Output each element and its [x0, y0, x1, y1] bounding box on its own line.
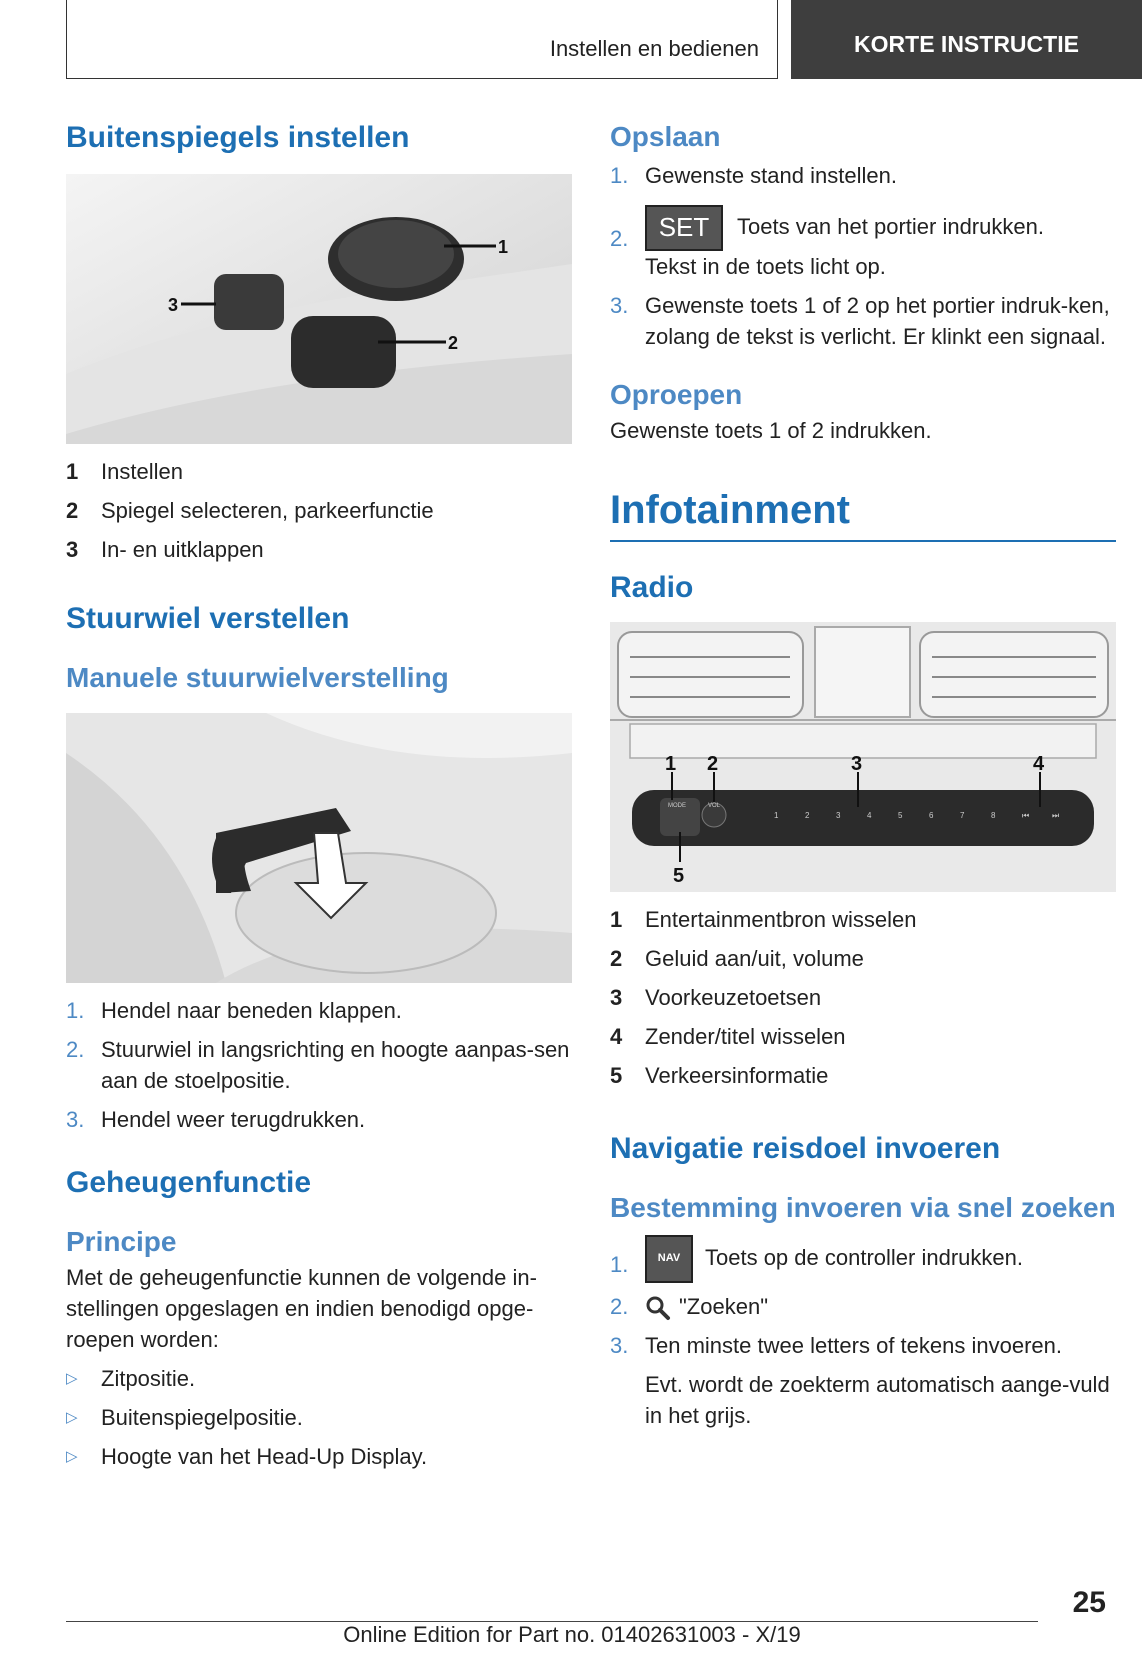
list-item: 1 Entertainmentbron wisselen	[610, 907, 917, 933]
steering-subtitle: Manuele stuurwielverstelling	[66, 662, 449, 693]
list-item: 2. Stuurwiel in langsrichting en hoogte aanpas-sen aan de stoelpositie.	[66, 1036, 570, 1093]
list-item: 4 Zender/titel wisselen	[610, 1024, 846, 1050]
preset-key-7: 7	[960, 811, 965, 821]
radio-callout-3: 3	[851, 753, 863, 776]
set-key-icon: SET	[645, 205, 723, 251]
memory-title: Geheugenfunctie	[66, 1165, 312, 1199]
search-icon	[645, 1295, 671, 1321]
preset-key-2: 2	[805, 811, 810, 821]
preset-key-5: 5	[898, 811, 903, 821]
preset-key-3: 3	[836, 811, 841, 821]
list-item: ▷ Buitenspiegelpositie.	[66, 1402, 572, 1433]
skip-back-icon: ⏮	[1022, 811, 1030, 821]
list-item: 3 Voorkeuzetoetsen	[610, 985, 822, 1011]
infotainment-title: Infotainment	[610, 488, 850, 533]
mirror-callout-3: 3	[168, 295, 179, 315]
preset-key-4: 4	[867, 811, 872, 821]
list-item: 3. Gewenste toets 1 of 2 op het portier indruk-ken, zolang de tekst is verlicht. Er klinkt een signaal.	[610, 292, 1110, 349]
mirror-controls-figure	[66, 174, 572, 444]
list-item: 2. SET Toets van het portier indrukken. Tekst in de toets licht op.	[610, 205, 1116, 282]
list-item: ▷ Hoogte van het Head-Up Display.	[66, 1441, 572, 1472]
steering-lever-figure	[66, 713, 572, 983]
triangle-bullet-icon: ▷	[66, 1409, 78, 1427]
memory-subtitle: Principe	[66, 1225, 177, 1257]
triangle-bullet-icon: ▷	[66, 1448, 78, 1466]
triangle-bullet-icon: ▷	[66, 1370, 78, 1388]
radio-mode-label: MODE	[668, 803, 686, 810]
radio-callout-2: 2	[707, 753, 719, 776]
list-item: 2 Geluid aan/uit, volume	[610, 946, 864, 972]
recall-title: Oproepen	[610, 378, 743, 410]
navigation-subtitle: Bestemming invoeren via snel zoeken	[610, 1192, 1116, 1224]
list-item: 1. Hendel naar beneden klappen.	[66, 997, 402, 1023]
list-item: 3. Hendel weer terugdrukken.	[66, 1106, 366, 1132]
left-column	[66, 120, 572, 1472]
steering-steps	[66, 995, 572, 1135]
recall-text: Gewenste toets 1 of 2 indrukken.	[610, 418, 932, 444]
preset-key-1: 1	[774, 811, 779, 821]
footer-edition: Online Edition for Part no. 01402631003 - X/19	[343, 1622, 801, 1647]
navigation-note: Evt. wordt de zoekterm automatisch aange-vuld in het grijs.	[645, 1371, 1110, 1428]
list-item: 3. Ten minste twee letters of tekens invoeren.	[610, 1332, 1062, 1358]
skip-forward-icon: ⏭	[1052, 811, 1060, 821]
radio-legend	[610, 904, 1116, 1091]
infotainment-rule	[610, 540, 1116, 542]
radio-vol-label: VOL	[708, 803, 721, 810]
list-item: ▷ Zitpositie.	[66, 1363, 572, 1394]
radio-title: Radio	[610, 571, 694, 605]
list-item	[610, 1369, 1116, 1431]
save-title: Opslaan	[610, 121, 721, 152]
radio-panel-figure	[610, 622, 1116, 892]
preset-key-6: 6	[929, 811, 934, 821]
header-section-title: Instellen en bedienen	[549, 36, 759, 61]
radio-callout-4: 4	[1033, 753, 1045, 776]
radio-callout-5: 5	[673, 865, 685, 888]
list-item: 3 In- en uitklappen	[66, 537, 264, 562]
list-item: 2. "Zoeken"	[610, 1291, 1116, 1322]
save-steps	[610, 160, 1116, 352]
navigation-steps	[610, 1235, 1116, 1431]
radio-callout-1: 1	[665, 753, 677, 776]
list-item: 2 Spiegel selecteren, parkeerfunctie	[66, 498, 434, 523]
nav-key-icon: NAV	[645, 1235, 693, 1283]
mirror-callout-2: 2	[448, 333, 459, 353]
mirrors-title: Buitenspiegels instellen	[66, 121, 410, 154]
right-column	[610, 120, 1116, 1431]
list-item: 1 Instellen	[66, 459, 183, 484]
header-box	[66, 0, 778, 79]
list-item: 5 Verkeersinformatie	[610, 1063, 829, 1089]
mirror-callout-1: 1	[498, 237, 509, 257]
memory-intro: Met de geheugenfunctie kunnen de volgende in-stellingen opgeslagen en indien benodigd opge-roepen worden:	[66, 1265, 537, 1353]
header-tab: KORTE INSTRUCTIE	[791, 0, 1142, 79]
mirrors-legend	[66, 456, 572, 565]
page-number: 25	[1072, 1586, 1106, 1619]
list-item: 1. NAV Toets op de controller indrukken.	[610, 1235, 1116, 1283]
preset-key-8: 8	[991, 811, 996, 821]
list-item: 1. Gewenste stand instellen.	[610, 162, 897, 188]
memory-bullets	[66, 1363, 572, 1472]
navigation-title: Navigatie reisdoel invoeren	[610, 1132, 1001, 1166]
steering-title: Stuurwiel verstellen	[66, 602, 350, 635]
